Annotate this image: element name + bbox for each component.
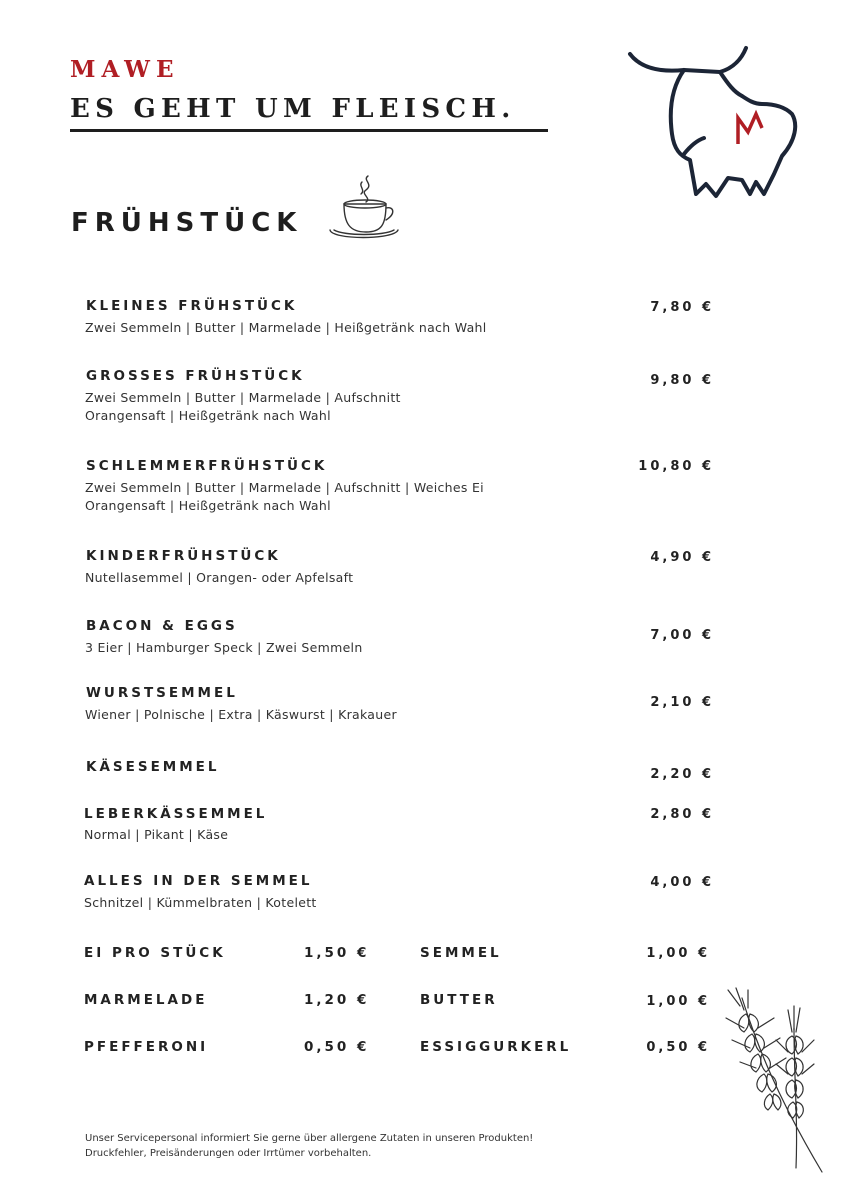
item-description: Nutellasemmel | Orangen- oder Apfelsaft — [85, 570, 354, 585]
extra-name: BUTTER — [420, 992, 498, 1008]
item-description: Zwei Semmeln | Butter | Marmelade | Aufschnitt | Weiches Ei Orangensaft | Heißgetränk nach Wahl — [85, 480, 484, 513]
item-name: GROSSES FRÜHSTÜCK — [86, 368, 305, 384]
extra-name: EI PRO STÜCK — [84, 945, 226, 961]
item-price: 7,00 € — [650, 628, 714, 643]
allergen-notice: Unser Servicepersonal informiert Sie gerne über allergene Zutaten in unseren Produkten! Druckfehler, Preisänderungen oder Irrtümer vorbehalten. — [85, 1133, 534, 1159]
item-description: Zwei Semmeln | Butter | Marmelade | Aufschnitt Orangensaft | Heißgetränk nach Wahl — [85, 390, 401, 423]
bull-head-icon — [624, 44, 804, 209]
tagline: ES GEHT UM FLEISCH. — [70, 94, 516, 124]
item-name: LEBERKÄSSEMMEL — [84, 806, 268, 822]
item-price: 4,90 € — [650, 550, 714, 565]
extra-price: 0,50 € — [304, 1039, 370, 1055]
extra-price: 1,50 € — [304, 945, 370, 961]
section-title: FRÜHSTÜCK — [71, 208, 303, 238]
extra-price: 1,00 € — [646, 946, 710, 961]
item-price: 9,80 € — [650, 373, 714, 388]
item-name: BACON & EGGS — [86, 618, 238, 634]
item-price: 7,80 € — [650, 300, 714, 315]
item-price: 2,80 € — [650, 807, 714, 822]
item-name: SCHLEMMERFRÜHSTÜCK — [86, 458, 328, 474]
header-divider — [70, 129, 548, 132]
item-description: 3 Eier | Hamburger Speck | Zwei Semmeln — [85, 640, 363, 655]
item-name: KÄSESEMMEL — [86, 759, 220, 775]
item-name: KLEINES FRÜHSTÜCK — [86, 298, 298, 314]
extra-price: 1,20 € — [304, 992, 370, 1008]
item-name: ALLES IN DER SEMMEL — [84, 873, 313, 889]
item-price: 4,00 € — [650, 875, 714, 890]
item-description: Normal | Pikant | Käse — [84, 827, 229, 842]
extra-name: SEMMEL — [420, 945, 502, 961]
extra-price: 1,00 € — [646, 994, 710, 1009]
item-price: 10,80 € — [638, 459, 714, 474]
extra-price: 0,50 € — [646, 1040, 710, 1055]
item-name: KINDERFRÜHSTÜCK — [86, 548, 281, 564]
extra-name: PFEFFERONI — [84, 1039, 209, 1055]
wheat-icon — [718, 988, 830, 1178]
item-description: Wiener | Polnische | Extra | Käswurst | Krakauer — [85, 707, 397, 722]
extra-name: MARMELADE — [84, 992, 208, 1008]
brand-name: MAWE — [70, 56, 180, 83]
item-description: Zwei Semmeln | Butter | Marmelade | Heißgetränk nach Wahl — [85, 320, 487, 335]
extra-name: ESSIGGURKERL — [420, 1039, 572, 1055]
item-price: 2,20 € — [650, 767, 714, 782]
item-description: Schnitzel | Kümmelbraten | Kotelett — [84, 895, 317, 910]
item-price: 2,10 € — [650, 695, 714, 710]
item-name: WURSTSEMMEL — [86, 685, 238, 701]
coffee-cup-icon — [328, 172, 400, 242]
